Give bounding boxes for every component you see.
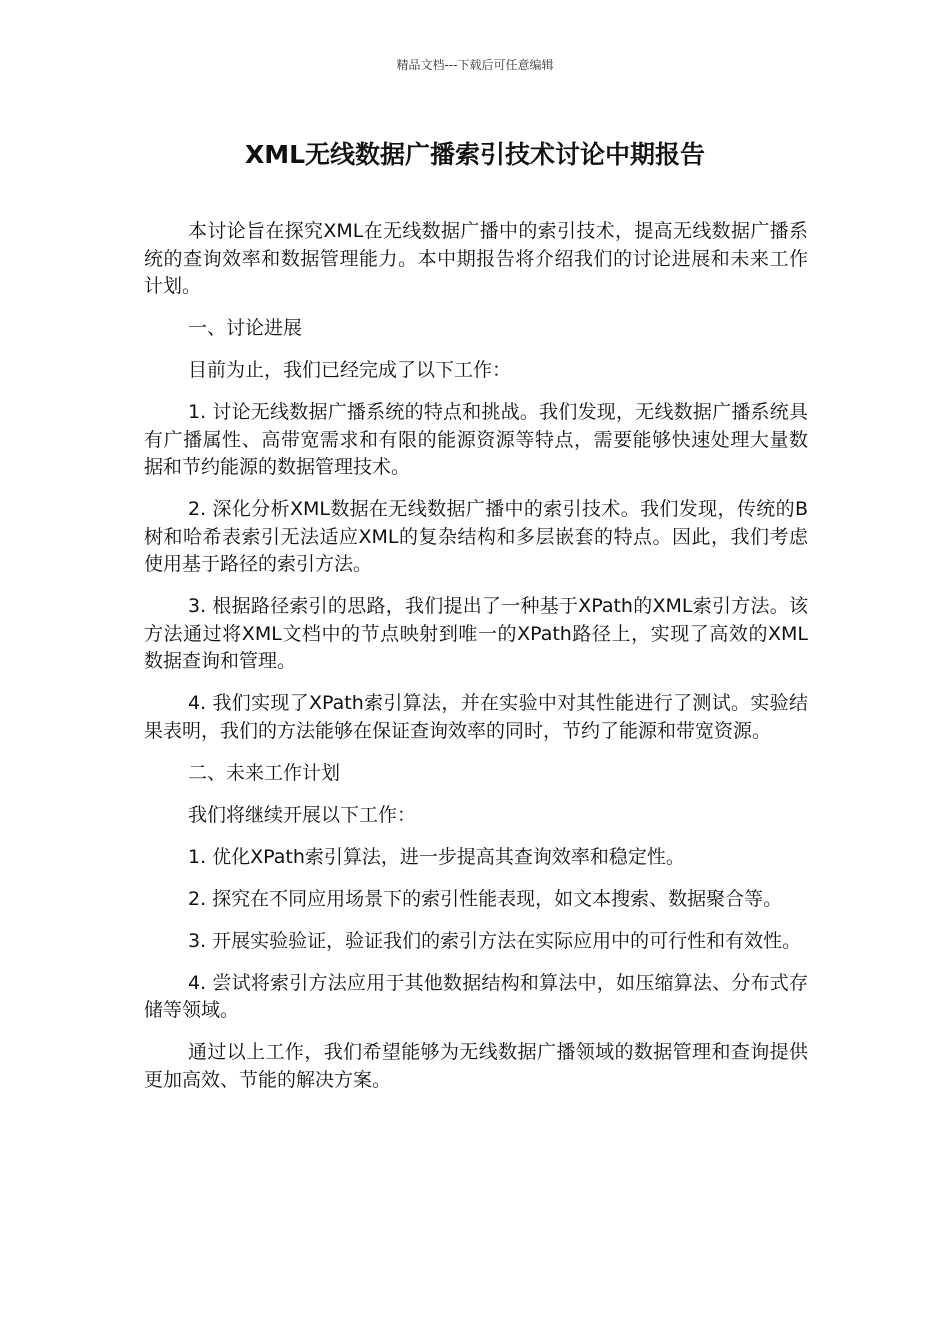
conclusion-paragraph: 通过以上工作，我们希望能够为无线数据广播领域的数据管理和查询提供更加高效、节能的解决方案。 [144, 1041, 808, 1091]
document-title: XML无线数据广播索引技术讨论中期报告 [244, 140, 706, 169]
page-header: 精品文档---下载后可任意编辑 [396, 58, 554, 72]
progress-item-3: 3. 根据路径索引的思路，我们提出了一种基于XPath的XML索引方法。该方法通过将XML文档中的节点映射到唯一的XPath路径上，实现了高效的XML数据查询和管理。 [144, 595, 808, 672]
future-item-4: 4. 尝试将索引方法应用于其他数据结构和算法中，如压缩算法、分布式存储等领域。 [144, 971, 808, 1021]
intro-paragraph: 本讨论旨在探究XML在无线数据广播中的索引技术，提高无线数据广播系统的查询效率和数据管理能力。本中期报告将介绍我们的讨论进展和未来工作计划。 [144, 220, 808, 297]
section-heading-future: 二、未来工作计划 [188, 761, 341, 784]
future-item-2: 2. 探究在不同应用场景下的索引性能表现，如文本搜索、数据聚合等。 [188, 887, 783, 910]
section-heading-progress: 一、讨论进展 [188, 317, 303, 339]
document-body [144, 218, 808, 1109]
progress-item-4: 4. 我们实现了XPath索引算法，并在实验中对其性能进行了测试。实验结果表明，我们的方法能够在保证查询效率的同时，节约了能源和带宽资源。 [144, 692, 808, 742]
progress-item-2: 2. 深化分析XML数据在无线数据广播中的索引技术。我们发现，传统的B树和哈希表索引无法适应XML的复杂结构和多层嵌套的特点。因此，我们考虑使用基于路径的索引方法。 [144, 498, 808, 575]
future-item-1: 1. 优化XPath索引算法，进一步提高其查询效率和稳定性。 [188, 845, 685, 868]
future-lead-paragraph: 我们将继续开展以下工作： [188, 803, 417, 826]
progress-item-1: 1. 讨论无线数据广播系统的特点和挑战。我们发现，无线数据广播系统具有广播属性、高带宽需求和有限的能源资源等特点，需要能够快速处理大量数据和节约能源的数据管理技术。 [144, 401, 808, 478]
progress-lead-paragraph: 目前为止，我们已经完成了以下工作： [188, 359, 512, 381]
future-item-3: 3. 开展实验验证，验证我们的索引方法在实际应用中的可行性和有效性。 [188, 929, 802, 952]
